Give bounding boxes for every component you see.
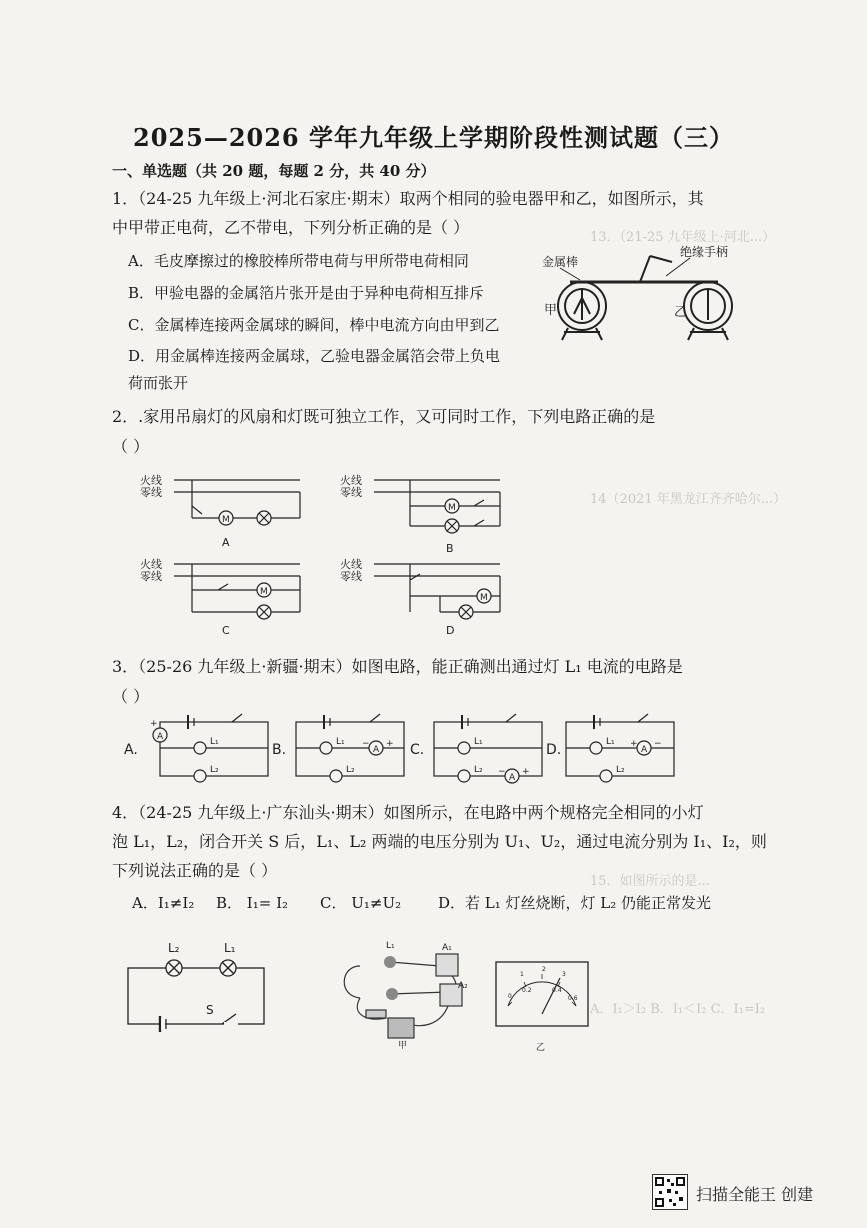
ammeter-symbol: A: [509, 773, 516, 783]
option-label: B: [446, 542, 454, 555]
question-1-stem: 1．（24-25 九年级上·河北石家庄·期末）取两个相同的验电器甲和乙，如图所示，其: [112, 189, 704, 208]
question-2-stem: （ ）: [112, 437, 150, 456]
question-2-stem: 2．.家用吊扇灯的风扇和灯既可独立工作，又可同时工作，下列电路正确的是: [112, 407, 656, 426]
ammeter-a1-label: A₁: [442, 943, 452, 953]
question-4-option-b: B． I₁= I₂: [216, 894, 289, 912]
meter-tick: 0.2: [522, 987, 532, 994]
question-4-option-d: D．若 L₁ 灯丝烧断，灯 L₂ 仍能正常发光: [438, 894, 712, 912]
question-3-stem: （ ）: [112, 687, 150, 706]
option-label: B.: [272, 742, 287, 758]
live-wire-label: 火线: [340, 558, 362, 571]
switch-label: S: [206, 1003, 214, 1017]
fan-lamp-circuit-options: [140, 470, 520, 640]
live-wire-label: 火线: [340, 474, 362, 487]
ammeter-symbol: A: [157, 732, 164, 742]
motor-symbol: M: [260, 587, 268, 597]
question-3-stem: 3．（25-26 九年级上·新疆·期末）如图电路，能正确测出通过灯 L₁ 电流的电路是: [112, 657, 683, 676]
page-title: 2025—2026 学年九年级上学期阶段性测试题（三）: [133, 123, 734, 152]
meter-tick: 0.4: [552, 987, 562, 994]
meter-tick: 0.6: [568, 995, 578, 1002]
polarity-minus: −: [498, 767, 506, 777]
polarity-plus: +: [522, 767, 530, 777]
question-4-stem: 下列说法正确的是（ ）: [112, 861, 278, 880]
bleed-through-text: A．I₁＞I₂ B．I₁＜I₂ C．I₁=I₂: [590, 1002, 766, 1017]
lamp-l2-label: L₂: [168, 941, 180, 955]
ammeter-dial-figure: [494, 960, 594, 1060]
lamp-l1-label: L₁: [210, 737, 219, 747]
scanner-watermark: 扫描全能王 创建: [696, 1185, 814, 1204]
option-label: C: [222, 624, 230, 637]
lamp-l1-label: L₁: [336, 737, 345, 747]
question-1-option-d-cont: 荷而张开: [128, 374, 189, 392]
lamp-l1-label: L₁: [606, 737, 615, 747]
ammeter-a2-label: A₂: [458, 981, 468, 991]
lamp-l2-label: L₂: [474, 765, 483, 775]
bleed-through-text: 15．如图所示的是...: [590, 874, 710, 889]
neutral-wire-label: 零线: [140, 570, 162, 583]
polarity-minus: −: [362, 739, 370, 749]
option-label: D: [446, 624, 455, 637]
neutral-wire-label: 零线: [140, 486, 162, 499]
ammeter-symbol: A: [641, 745, 648, 755]
question-4-stem: 泡 L₁，L₂，闭合开关 S 后，L₁、L₂ 两端的电压分别为 U₁、U₂，通过电流分别为 I₁、I₂，则: [112, 832, 767, 851]
lamp-l2-label: L₂: [210, 765, 219, 775]
qr-code-icon: [652, 1174, 688, 1210]
electroscope-figure: [540, 238, 740, 368]
live-wire-label: 火线: [140, 558, 162, 571]
meter-tick-outer: 1: [520, 971, 524, 978]
lamp-l1-label: L₁: [224, 941, 236, 955]
neutral-wire-label: 零线: [340, 486, 362, 499]
series-circuit-figure: [124, 938, 274, 1034]
figure-yi-label: 乙: [536, 1043, 546, 1053]
ammeter-circuit-options: [122, 708, 692, 790]
option-label: A: [222, 536, 230, 549]
lamp-l2-label: L₂: [616, 765, 625, 775]
motor-symbol: M: [222, 515, 230, 525]
meter-tick-outer: 2: [542, 966, 546, 973]
electroscope-yi-label: 乙: [674, 305, 688, 320]
lamp-l2-label: L₂: [346, 765, 355, 775]
bleed-through-text: 14（2021 年黑龙江齐齐哈尔...）: [590, 492, 787, 507]
polarity-plus: +: [630, 739, 638, 749]
question-1-option-a: A．毛皮摩擦过的橡胶棒所带电荷与甲所带电荷相同: [128, 252, 469, 270]
option-label: C.: [410, 742, 425, 758]
motor-symbol: M: [480, 593, 488, 603]
question-4-stem: 4．（24-25 九年级上·广东汕头·期末）如图所示，在电路中两个规格完全相同的小灯: [112, 803, 704, 822]
lamp-l1-label: L₁: [474, 737, 483, 747]
question-4-option-a: A．I₁≠I₂: [132, 894, 195, 912]
live-wire-label: 火线: [140, 474, 162, 487]
question-1-option-d: D．用金属棒连接两金属球，乙验电器金属箔会带上负电: [128, 347, 501, 365]
lamp-l1-label: L₁: [386, 941, 395, 951]
polarity-plus: +: [386, 739, 394, 749]
question-1-option-c: C．金属棒连接两金属球的瞬间，棒中电流方向由甲到乙: [128, 316, 500, 334]
option-label: A.: [124, 742, 138, 758]
electroscope-jia-label: 甲: [544, 303, 558, 318]
neutral-wire-label: 零线: [340, 570, 362, 583]
handle-label: 绝缘手柄: [680, 245, 729, 259]
ammeter-symbol: A: [373, 745, 380, 755]
option-label: D.: [546, 742, 562, 758]
polarity-minus: −: [654, 739, 662, 749]
question-4-option-c: C． U₁≠U₂: [320, 894, 402, 912]
rod-label: 金属棒: [542, 255, 579, 269]
question-1-stem: 中甲带正电荷，乙不带电，下列分析正确的是（ ）: [112, 218, 470, 237]
meter-tick-outer: 3: [562, 971, 566, 978]
physical-circuit-figure: [330, 936, 490, 1052]
bleed-through-text: 13．（21-25 九年级上·河北...）: [590, 230, 776, 245]
figure-jia-label: 甲: [398, 1041, 408, 1051]
question-1-option-b: B．甲验电器的金属箔片张开是由于异种电荷相互排斥: [128, 284, 485, 302]
polarity-plus: +: [150, 719, 158, 729]
motor-symbol: M: [448, 503, 456, 513]
section-heading: 一、单选题（共 20 题，每题 2 分，共 40 分）: [112, 162, 436, 180]
meter-tick: 0: [508, 993, 512, 1000]
